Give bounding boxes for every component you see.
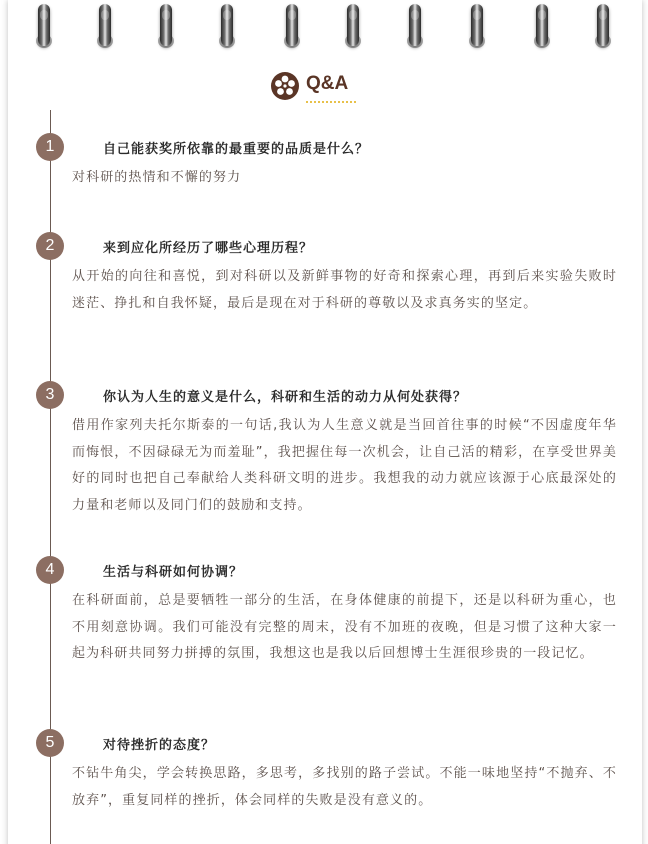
number-badge: 3 bbox=[36, 381, 64, 409]
qa-title: Q&A bbox=[306, 73, 348, 99]
binder-rings bbox=[0, 0, 648, 60]
film-reel-icon bbox=[270, 71, 300, 101]
qa-heading bbox=[270, 70, 348, 102]
question-text: 对待挫折的态度？ bbox=[103, 738, 216, 753]
binder-ring-icon bbox=[466, 4, 488, 54]
binder-ring-icon bbox=[531, 4, 553, 54]
answer-text: 不钻牛角尖，学会转换思路，多思考，多找别的路子尝试。不能一味地坚持“不抛弃、不放弃”，重复同样的挫折，体会同样的失败是没有意义的。 bbox=[72, 766, 617, 808]
binder-ring-icon bbox=[404, 4, 426, 54]
number-badge: 2 bbox=[36, 232, 64, 260]
number-badge: 1 bbox=[36, 133, 64, 161]
question-text: 你认为人生的意义是什么，科研和生活的动力从何处获得？ bbox=[103, 390, 468, 405]
number-badge: 4 bbox=[36, 556, 64, 584]
binder-ring-icon bbox=[342, 4, 364, 54]
binder-ring-icon bbox=[281, 4, 303, 54]
answer-text: 借用作家列夫托尔斯泰的一句话,我认为人生意义就是当回首往事的时候“不因虚度年华而悔恨，不因碌碌无为而羞耻”，我把握住每一次机会，让自己活的精彩，在享受世界美好的同时也把自己奉献给人类科研文明的进步。我想我的动力就应该源于心底最深处的力量和老师以及同门们的鼓励和支持。 bbox=[72, 418, 617, 513]
number-badge: 5 bbox=[36, 729, 64, 757]
binder-ring-icon bbox=[94, 4, 116, 54]
binder-ring-icon bbox=[155, 4, 177, 54]
binder-ring-icon bbox=[216, 4, 238, 54]
binder-ring-icon bbox=[33, 4, 55, 54]
answer-text: 在科研面前，总是要牺牲一部分的生活，在身体健康的前提下，还是以科研为重心，也不用刻意协调。我们可能没有完整的周末，没有不加班的夜晚，但是习惯了这种大家一起为科研共同努力拼搏的氛围，我想这也是我以后回想博士生涯很珍贵的一段记忆。 bbox=[72, 593, 617, 661]
answer-text: 从开始的向往和喜悦，到对科研以及新鲜事物的好奇和探索心理，再到后来实验失败时迷茫、挣扎和自我怀疑，最后是现在对于科研的尊敬以及求真务实的坚定。 bbox=[72, 269, 617, 311]
question-text: 自己能获奖所依靠的最重要的品质是什么？ bbox=[103, 142, 370, 157]
binder-ring-icon bbox=[592, 4, 614, 54]
question-text: 生活与科研如何协调？ bbox=[103, 565, 244, 580]
answer-text: 对科研的热情和不懈的努力 bbox=[72, 170, 242, 185]
question-text: 来到应化所经历了哪些心理历程？ bbox=[103, 241, 314, 256]
